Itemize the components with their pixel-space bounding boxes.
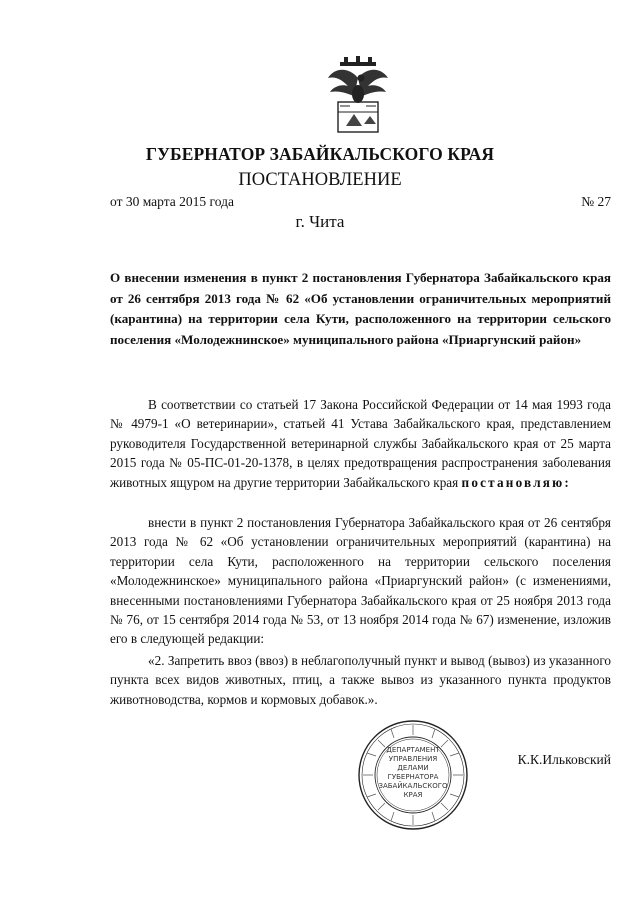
seal-line-4: ГУБЕРНАТОРА [387, 773, 439, 781]
paragraph-1-text: В соответствии со статьей 17 Закона Российской Федерации от 14 мая 1993 года № 4979-1 «О ветеринарии», статьей 41 Устава Забайкальского края, представлением руководителя Государственной ветеринарной службы Забайкальского края от 25 марта 2015 года № 05-ПС-01-20-1378, в целях предотвращения распространения заболевания животных ящуром на другие территории Забайкальского края [110, 397, 611, 490]
decree-title: ПОСТАНОВЛЕНИЕ [238, 170, 402, 190]
resolve-word: постановляю: [461, 474, 572, 490]
body-paragraph-2: внести в пункт 2 постановления Губернатора Забайкальского края от 26 сентября 2013 года № 62 «Об установлении ограничительных мероприятий (карантина) на территории села Кути, расположенного на территории сельского поселения «Молодежнинское» муниципального района «Приаргунский район» (с изменениями, внесенными постановлениями Губернатора Забайкальского края от 25 ноября 2013 года № 76, от 15 сентября 2014 года № 53, от 13 ноября 2014 года № 67) изменение, изложив его в следующей редакции: [110, 515, 611, 647]
coat-of-arms-eagle-icon [326, 56, 390, 134]
governor-title: ГУБЕРНАТОР ЗАБАЙКАЛЬСКОГО КРАЯ [145, 144, 495, 164]
body-paragraph-3: «2. Запретить ввоз (ввоз) в неблагополучный пункт и вывод (вывоз) из указанного пункта всех видов животных, птиц, а также вывоз из указанного пункта продуктов животноводства, кормов и кормовых добавок.». [110, 653, 611, 707]
body-paragraph-1 [110, 395, 611, 492]
seal-line-2: УПРАВЛЕНИЯ [388, 755, 438, 763]
decree-number: № 27 [581, 194, 611, 209]
seal-line-3: ДЕЛАМИ [397, 764, 429, 772]
signature-name: К.К.Ильковский [517, 752, 611, 767]
decree-city: г. Чита [295, 212, 345, 231]
official-seal [357, 719, 469, 831]
seal-line-1: ДЕПАРТАМЕНТ [386, 746, 440, 754]
seal-line-6: КРАЯ [403, 791, 423, 799]
seal-line-5: ЗАБАЙКАЛЬСКОГО [378, 782, 448, 790]
decree-subject: О внесении изменения в пункт 2 постановления Губернатора Забайкальского края от 26 сентября 2013 года № 62 «Об установлении ограничительных мероприятий (карантина) на территории села Кути, расположенного на территории сельского поселения «Молодежнинское» муниципального района «Приаргунский район» [110, 270, 611, 347]
decree-date: от 30 марта 2015 года [110, 194, 234, 209]
